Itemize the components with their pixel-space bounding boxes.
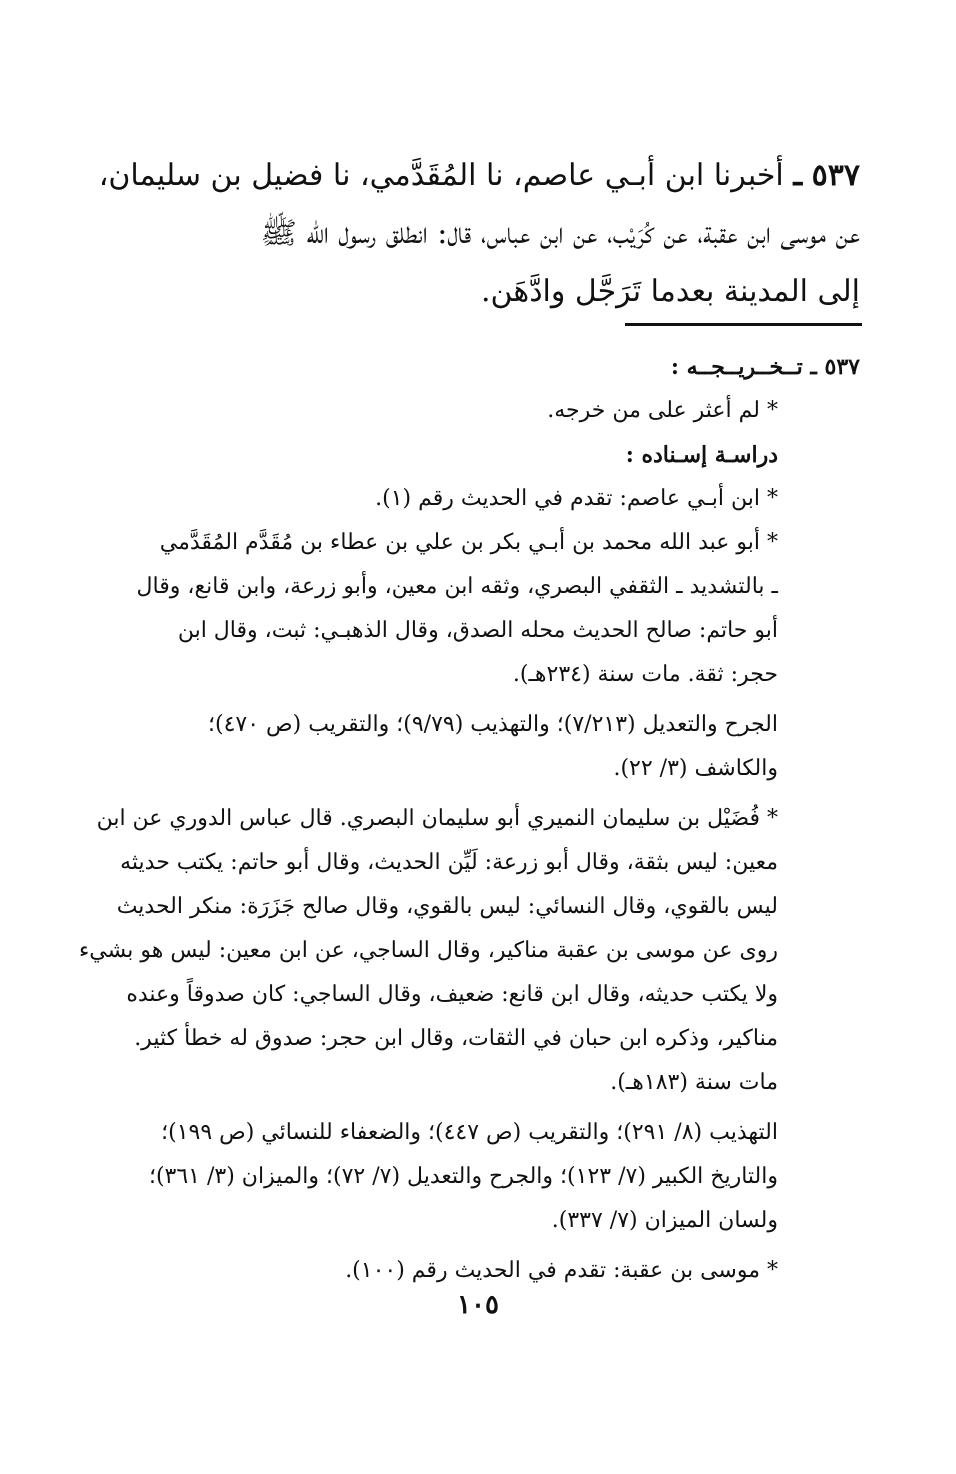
- hadith-line-2: عن موسى ابن عقبة، عن كُرَيْب، عن ابن عباس، قال: انطلق رسول الله ﷺ: [260, 216, 860, 251]
- narrator-2-line-4: حجر: ثقة. مات سنة (٢٣٤هـ).: [512, 662, 778, 687]
- hadith-line-1: [90, 147, 860, 205]
- hadith-line-1-text: أخبرنا ابن أبـي عاصم، نا المُقَدَّمي، نا فضيل بن سليمان،: [98, 158, 784, 193]
- takhrij-dash: ـ: [810, 354, 817, 380]
- hadith-line-3: إلى المدينة بعدما تَرَجَّل وادَّهَن.: [481, 274, 860, 309]
- takhrij-heading: تــخــريــجــه :: [670, 354, 803, 380]
- narrator-3-line-4: روى عن موسى بن عقبة مناكير، وقال الساجي، عن ابن معين: ليس هو بشيء: [78, 938, 778, 963]
- hadith-dash: ـ: [793, 158, 803, 193]
- takhrij-heading-row: [90, 345, 860, 389]
- takhrij-number: ٥٣٧: [824, 354, 860, 380]
- not-found-note: * لم أعثر على من خرجه.: [547, 398, 778, 423]
- narrator-3-line-2: معين: ليس بثقة، وقال أبو زرعة: لَيِّن الحديث، وقال أبو حاتم: يكتب حديثه: [120, 850, 778, 875]
- hadith-text: [90, 147, 860, 321]
- isnad-heading: دراسـة إسـناده :: [625, 442, 778, 468]
- sources-3-line-3: ولسان الميزان (٧/ ٣٣٧).: [551, 1208, 778, 1233]
- footnotes: [78, 345, 860, 1293]
- narrator-1: * ابن أبـي عاصم: تقدم في الحديث رقم (١).: [375, 486, 778, 511]
- narrator-2-line-3: أبو حاتم: صالح الحديث محله الصدق، وقال الذهبـي: ثبت، وقال ابن: [177, 618, 778, 643]
- narrator-3-line-3: ليس بالقوي، وقال النسائي: ليس بالقوي، وقال صالح جَزَرَة: منكر الحديث: [116, 894, 778, 919]
- sources-2-line-1: الجرح والتعديل (٧/٢١٣)؛ والتهذيب (٩/٧٩)؛ والتقريب (ص ٤٧٠)؛: [208, 712, 778, 737]
- footnote-separator: [625, 323, 862, 326]
- sources-3-line-1: التهذيب (٨/ ٢٩١)؛ والتقريب (ص ٤٤٧)؛ والضعفاء للنسائي (ص ١٩٩)؛: [161, 1120, 778, 1145]
- narrator-3-line-6: مناكير، وذكره ابن حبان في الثقات، وقال ابن حجر: صدوق له خطأ كثير.: [134, 1026, 778, 1051]
- narrator-3-line-7: مات سنة (١٨٣هـ).: [610, 1070, 778, 1095]
- narrator-2-line-2: ـ بالتشديد ـ الثقفي البصري، وثقه ابن معين، وأبو زرعة، وابن قانع، وقال: [136, 574, 778, 599]
- narrator-3-line-1: * فُضَيْل بن سليمان النميري أبو سليمان البصري. قال عباس الدوري عن ابن: [96, 806, 778, 831]
- narrator-3-line-5: ولا يكتب حديثه، وقال ابن قانع: ضعيف، وقال الساجي: كان صدوقاً وعنده: [126, 982, 778, 1007]
- page-number: ١٠٥: [457, 1290, 499, 1320]
- narrator-4: * موسى بن عقبة: تقدم في الحديث رقم (١٠٠).: [345, 1258, 778, 1283]
- sources-2-line-2: والكاشف (٣/ ٢٢).: [613, 756, 778, 781]
- narrator-2-line-1: * أبو عبد الله محمد بن أبـي بكر بن علي بن عطاء بن مُقَدَّم المُقَدَّمي: [159, 530, 778, 555]
- sources-3-line-2: والتاريخ الكبير (٧/ ١٢٣)؛ والجرح والتعديل (٧/ ٧٢)؛ والميزان (٣/ ٣٦١)؛: [148, 1164, 778, 1189]
- hadith-number: ٥٣٧: [811, 158, 860, 193]
